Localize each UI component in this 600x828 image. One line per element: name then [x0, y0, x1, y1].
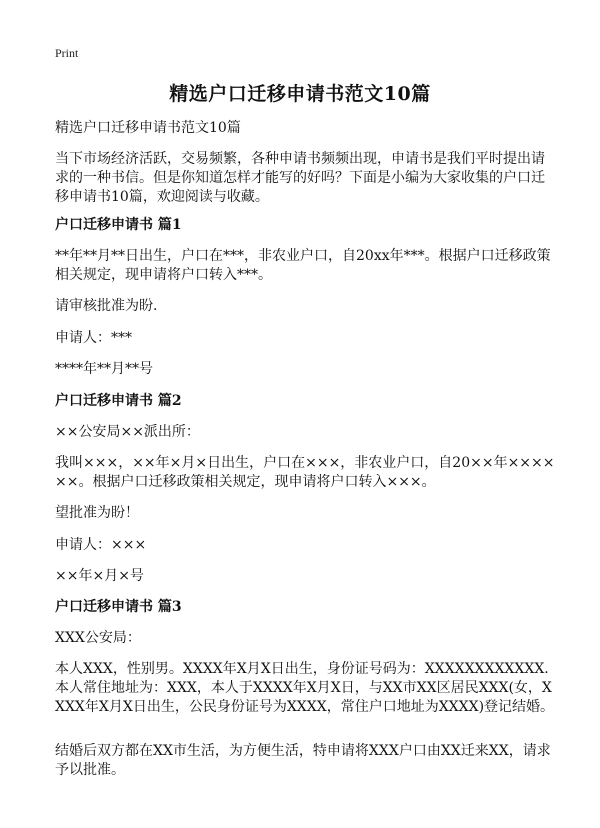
section-2-applicant: 申请人：××× — [55, 537, 147, 553]
section-3-addressee: XXX公安局： — [55, 630, 141, 646]
section-1-heading: 户口迁移申请书 篇1 — [55, 217, 182, 233]
page-title: 精选户口迁移申请书范文10篇 — [169, 83, 431, 105]
section-2-heading: 户口迁移申请书 篇2 — [55, 393, 182, 409]
section-1-date: ****年**月**号 — [55, 361, 153, 377]
section-2-date: ××年×月×号 — [55, 568, 144, 584]
section-1-closing: 请审核批准为盼. — [55, 298, 158, 314]
section-1-body: **年**月**日出生，户口在***，非农业户口，自20xx年***。根据户口迁移政策相关规定，现申请将户口转入***。 — [55, 248, 551, 283]
section-3-body-continued: 结婚后双方都在XX市生活，为方便生活，特申请将XXX户口由XX迁来XX，请求予以批准。 — [55, 743, 551, 778]
section-2-addressee: ××公安局××派出所： — [55, 424, 200, 440]
section-2-closing: 望批准为盼！ — [55, 505, 139, 521]
section-1-applicant: 申请人：*** — [55, 330, 132, 346]
intro-paragraph: 当下市场经济活跃，交易频繁，各种申请书频频出现，申请书是我们平时提出请求的一种书信。但是你知道怎样才能写的好吗？下面是小编为大家收集的户口迁移申请书10篇，欢迎阅读与收藏。 — [55, 151, 545, 205]
section-3-heading: 户口迁移申请书 篇3 — [55, 599, 182, 615]
print-label[interactable]: Print — [55, 46, 79, 60]
section-3-body: 本人XXX，性别男。XXXX年X月X日出生，身份证号码为：XXXXXXXXXXXX. 本人常住地址为：XXX，本人于XXXX年X月X日，与XX市XX区居民XXX(女，XXXX年X月X日出生，公民身份证号为XXXX，常住户口地址为XXXX)登记结婚。 — [55, 661, 555, 715]
subtitle: 精选户口迁移申请书范文10篇 — [55, 120, 241, 136]
section-2-body: 我叫×××，××年×月×日出生，户口在×××，非农业户口，自20××年××××××。根据户口迁移政策相关规定，现申请将户口转入×××。 — [55, 455, 555, 490]
